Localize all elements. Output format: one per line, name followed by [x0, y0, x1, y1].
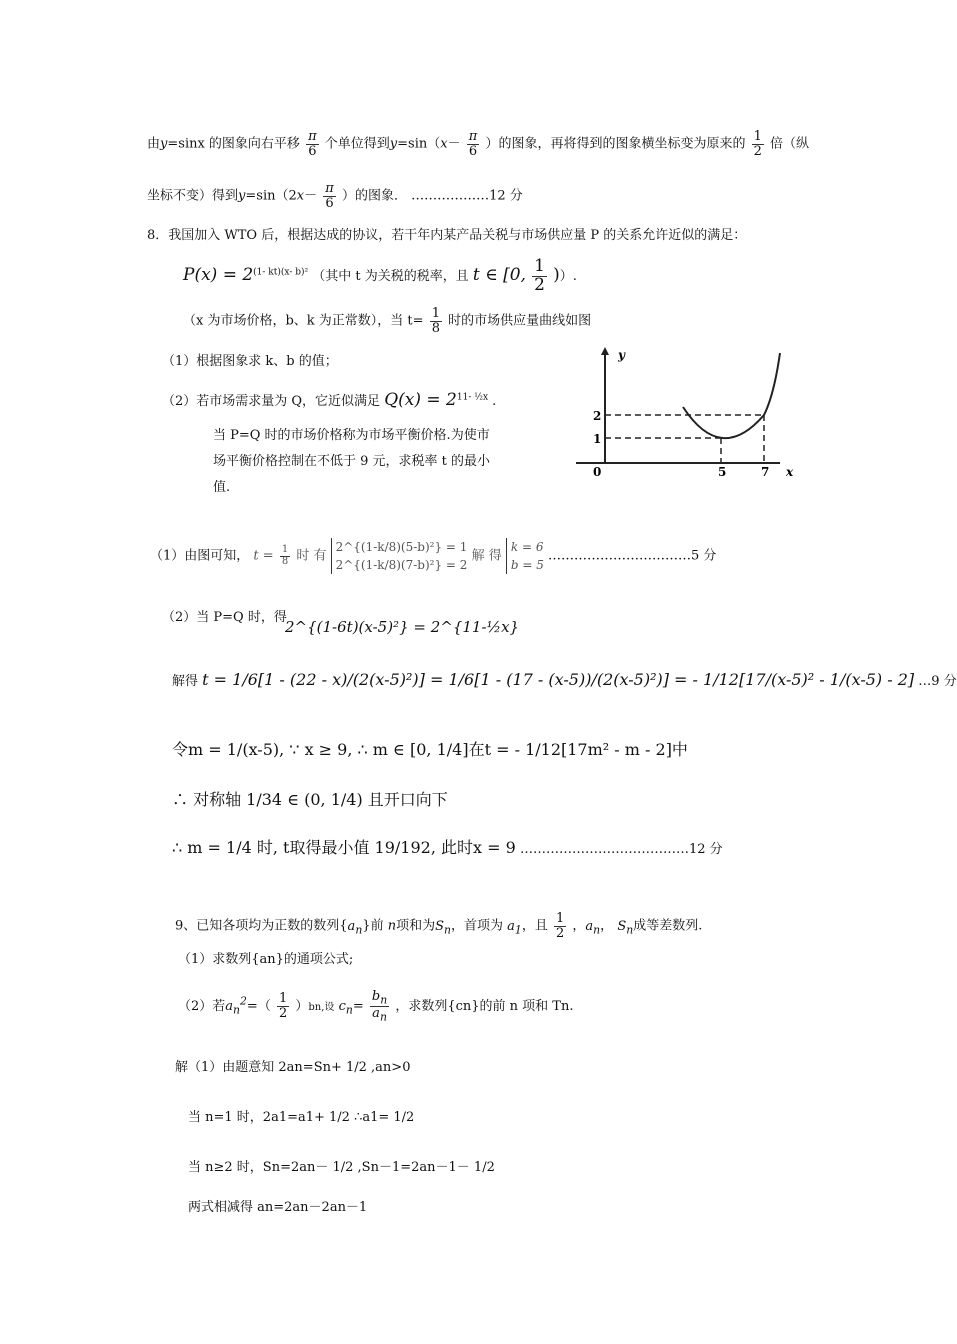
solution-9-line3: 当 n≥2 时，Sn=2an－ 1/2 ,Sn－1=2an－1－ 1/2	[188, 1160, 495, 1175]
solution-8-part2-eq: 2^{(1-6t)(x-5)²} = 2^{11-½x}	[285, 618, 520, 636]
supply-curve	[683, 353, 780, 438]
origin-label: 0	[593, 465, 602, 479]
solution-values: k = 6 b = 5	[506, 538, 544, 574]
solution-8-part2: （2）当 P=Q 时，得	[162, 610, 287, 625]
fraction-one-half: $\frac{1}{2}$	[753, 129, 762, 159]
question-8-sub1: （1）根据图象求 k、b 的值；	[162, 354, 338, 369]
solution-8-substitution: 令m = 1/(x-5), ∵ x ≥ 9, ∴ m ∈ [0, 1/4]在t = - 1/12[17m² - m - 2]中	[172, 740, 688, 759]
y-axis-label: y	[618, 348, 625, 362]
x-axis-label: x	[786, 465, 794, 479]
fraction-pi-6: $\frac{\pi}{6}$	[468, 129, 478, 159]
question-8-sub2-line3: 场平衡价格控制在不低于 9 元，求税率 t 的最小	[213, 454, 491, 469]
tick-x-5: 5	[718, 465, 727, 479]
para-shift-line2: 坐标不变）得到y=sin（2x－ $\frac{\pi}{6}$ ）的图象． ………………12 分	[147, 181, 523, 211]
tick-y-1: 1	[593, 432, 602, 446]
question-8-line2: （x 为市场价格，b、k 为正常数），当 t= $\frac{1}{8}$ 时的市场供应量曲线如图	[183, 306, 592, 336]
para-shift-line1: 由y=sinx 的图象向右平移 $\frac{\pi}{6}$ 个单位得到y=sin（x－ $\frac{\pi}{6}$ ）的图象，再将得到的图象横坐标变为原来的 $\frac{1}{2}$ 倍（纵	[147, 129, 810, 159]
supply-formula: $P(x) = 2^{(1- kt)(x- b)^2}$ （其中 t 为关税的税率，且 t ∈ [0, $\frac{1}{2}$ )）.	[183, 256, 577, 295]
supply-curve-graph	[568, 345, 808, 485]
fraction-pi-6: $\frac{\pi}{6}$	[308, 129, 317, 159]
solution-9-line1: 解（1）由题意知 2an=Sn+ 1/2 ,an>0	[175, 1060, 411, 1075]
solution-9-line4: 两式相减得 an=2an－2an－1	[188, 1200, 368, 1215]
fraction-pi-6: $\frac{\pi}{6}$	[325, 181, 334, 211]
tick-y-2: 2	[593, 409, 602, 423]
question-9-title: 9、已知各项均为正数的数列$\{a_n\}$前 n项和为$S_n$，首项为 $a_1$，且 $\frac{1}{2}$ ，$a_n$， $S_n$成等差数列.	[175, 911, 703, 941]
solution-8-part1: （1）由图可知， t = $\frac{1}{8}$ 时 有 2^{(1-k/8)(5-b)²} = 1 2^{(1-k/8)(7-b)²} = 2 解 得 k = 6 b = 5 ……………………………5 分	[150, 540, 717, 572]
solution-8-min: ∴ m = 1/4 时, t取得最小值 19/192, 此时x = 9 …………………………………12 分	[172, 838, 723, 857]
question-9-sub1: （1）求数列{an}的通项公式;	[178, 952, 354, 967]
system-of-equations: 2^{(1-k/8)(5-b)²} = 1 2^{(1-k/8)(7-b)²} = 2	[331, 538, 468, 574]
y-axis-arrow	[601, 347, 609, 355]
question-8-sub2-line4: 值.	[213, 480, 231, 495]
solution-8-solve: 解得 t = 1/6[1 - (22 - x)/(2(x-5)²)] = 1/6[1 - (17 - (x-5))/(2(x-5)²)] = - 1/12[17/(x-5)² - 1/(x-5) - 2] …9 分	[172, 670, 957, 689]
solution-9-line2: 当 n=1 时，2a1=a1+ 1/2 ∴a1= 1/2	[188, 1110, 415, 1125]
question-8-title: 8．我国加入 WTO 后，根据达成的协议，若干年内某产品关税与市场供应量 P 的关系允许近似的满足：	[147, 228, 747, 243]
tick-x-7: 7	[761, 465, 770, 479]
question-8-sub2-line2: 当 P=Q 时的市场价格称为市场平衡价格.为使市	[213, 428, 490, 443]
question-9-sub2: （2）若$a_n^2=$（ $\frac{1}{2}$ ）bn,设 $c_n=$ $\frac{b_n}{a_n}$ ，求数列{cn}的前 n 项和 Tn.	[178, 989, 574, 1024]
solution-8-axis: ∴ 对称轴 1/34 ∈ (0, 1/4) 且开口向下	[172, 790, 448, 809]
question-8-sub2: （2）若市场需求量为 Q，它近似满足 $Q(x) = 2^{11- \frac{1}{2}x}$ .	[162, 390, 497, 410]
